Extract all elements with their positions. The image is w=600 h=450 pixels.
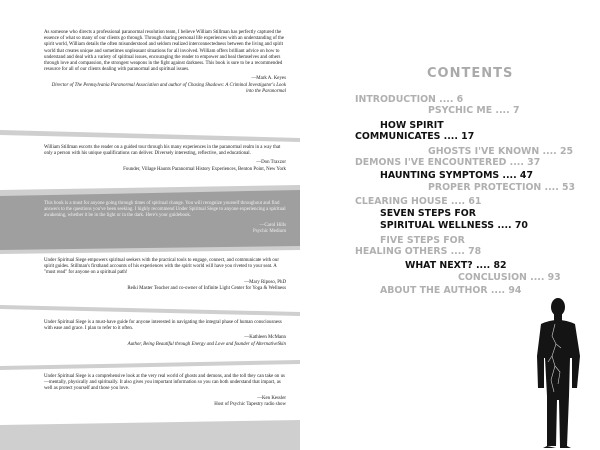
testimonial-author: —Kathleen McMann xyxy=(244,335,286,341)
toc-five-steps[interactable]: FIVE STEPS FOR xyxy=(380,235,465,246)
testimonial-credit: Host of Psychic Tapestry radio show xyxy=(214,401,286,407)
testimonial-author: —Don Traxzor xyxy=(256,160,286,166)
toc-about-author[interactable]: ABOUT THE AUTHOR .... 94 xyxy=(380,285,522,296)
toc-demons[interactable]: DEMONS I'VE ENCOUNTERED .... 37 xyxy=(355,157,541,168)
toc-introduction[interactable]: INTRODUCTION .... 6 xyxy=(355,94,464,105)
testimonial-credit: Author, Being Beautiful through Energy and Love and founder of AlternativeSkin xyxy=(127,341,286,347)
toc-spiritual-wellness[interactable]: SPIRITUAL WELLNESS .... 70 xyxy=(380,220,528,231)
toc-haunting-symptoms[interactable]: HAUNTING SYMPTOMS .... 47 xyxy=(380,170,533,181)
toc-communicates[interactable]: COMMUNICATES .... 17 xyxy=(355,131,475,142)
testimonial-text: William Stillman escorts the reader on a guided tour through his many experiences in the paranormal realm in a way that only a person with his unique qualifications can deliver. Diversely interesting, reflective, and educational. xyxy=(44,145,281,157)
toc-healing-others[interactable]: HEALING OTHERS .... 78 xyxy=(355,246,482,257)
toc-ghosts[interactable]: GHOSTS I'VE KNOWN .... 25 xyxy=(428,146,574,157)
testimonial-text: Under Spiritual Siege empowers spiritual seekers with the practical tools to engage, connect, and communicate with our spirit guides. Stillman's firsthand accounts of his experiences with the spirit world will have you riveted to your seat. A "must read" for anyone on a spiritual path! xyxy=(44,258,279,276)
toc-how-spirit[interactable]: HOW SPIRIT xyxy=(380,120,444,131)
testimonial-author: —Mary Riposo, PhD xyxy=(244,279,286,285)
contents-heading: CONTENTS xyxy=(427,66,514,81)
toc-seven-steps[interactable]: SEVEN STEPS FOR xyxy=(380,208,476,219)
toc-what-next[interactable]: WHAT NEXT? .... 82 xyxy=(405,260,507,271)
testimonial-6 xyxy=(44,374,286,408)
toc-clearing-house[interactable]: CLEARING HOUSE .... 61 xyxy=(355,196,482,207)
toc-psychic-me[interactable]: PSYCHIC ME .... 7 xyxy=(428,105,520,116)
testimonial-text: Under Spiritual Siege is a comprehensive look at the very real world of ghosts and demons, and the toll they can take on us—mentally, physically and spiritually. It also gives you important information so you can both understand that impact, as well as protect yourself and those you love. xyxy=(44,374,285,392)
testimonial-text: Under Spiritual Siege is a must-have guide for anyone interested in navigating the integral phase of human consciousness with ease and grace. I plan to refer to it often. xyxy=(44,320,282,332)
man-silhouette-illustration xyxy=(525,296,585,448)
testimonial-credit: Reiki Master Teacher and co-owner of Infinite Light Center for Yoga & Wellness xyxy=(127,285,286,291)
testimonial-text: As someone who directs a professional paranormal resolution team, I believe William Stillman has perfectly captured the essence of what so many of our clients go through. Through sharing personal life experiences with an understanding of the spirit world, William details the often misunderstood and seldom realized interconnectedness between the living and spirit world that creates unique and sometimes unpleasant situations for all involved. William offers brilliant advice on how to understand and deal with a variety of spiritual issues, encouraging the reader to empower and heal themselves and others through love and compassion, the strongest weapons in the fight against darkness. This book is sure to be a recommended resource for all of our clients dealing with paranormal and spiritual issues. xyxy=(44,30,285,73)
testimonial-3 xyxy=(44,201,286,235)
testimonial-credit: Founder, Village Haunts Paranormal History Experiences, Benton Point, New York xyxy=(123,166,286,172)
testimonial-5 xyxy=(44,320,286,348)
toc-proper-protection[interactable]: PROPER PROTECTION .... 53 xyxy=(428,182,576,193)
testimonial-2 xyxy=(44,145,286,173)
testimonial-1 xyxy=(44,30,286,95)
toc-conclusion[interactable]: CONCLUSION .... 93 xyxy=(458,272,561,283)
testimonial-author: —Carol Hills xyxy=(259,222,286,228)
testimonial-credit: Director of The Pennsylvania Paranormal Association and author of Chasing Shadows: A Criminal Investigator's Look into the Paranormal xyxy=(51,82,286,94)
testimonial-author: —Mark A. Keyes xyxy=(251,76,286,82)
testimonial-text: This book is a must for anyone going through times of spiritual change. You will recognize yourself throughout and find answers to the questions you've been seeking. I highly recommend Under Spiritual Siege to anyone experiencing a spiritual awakening, whether it be in the light or in the dark. Here's your guidebook. xyxy=(44,201,286,219)
right-page-contents xyxy=(300,0,600,450)
testimonial-4 xyxy=(44,258,286,292)
testimonial-author: —Ken Kessler xyxy=(257,395,286,401)
testimonial-credit: Psychic Medium xyxy=(252,228,286,234)
